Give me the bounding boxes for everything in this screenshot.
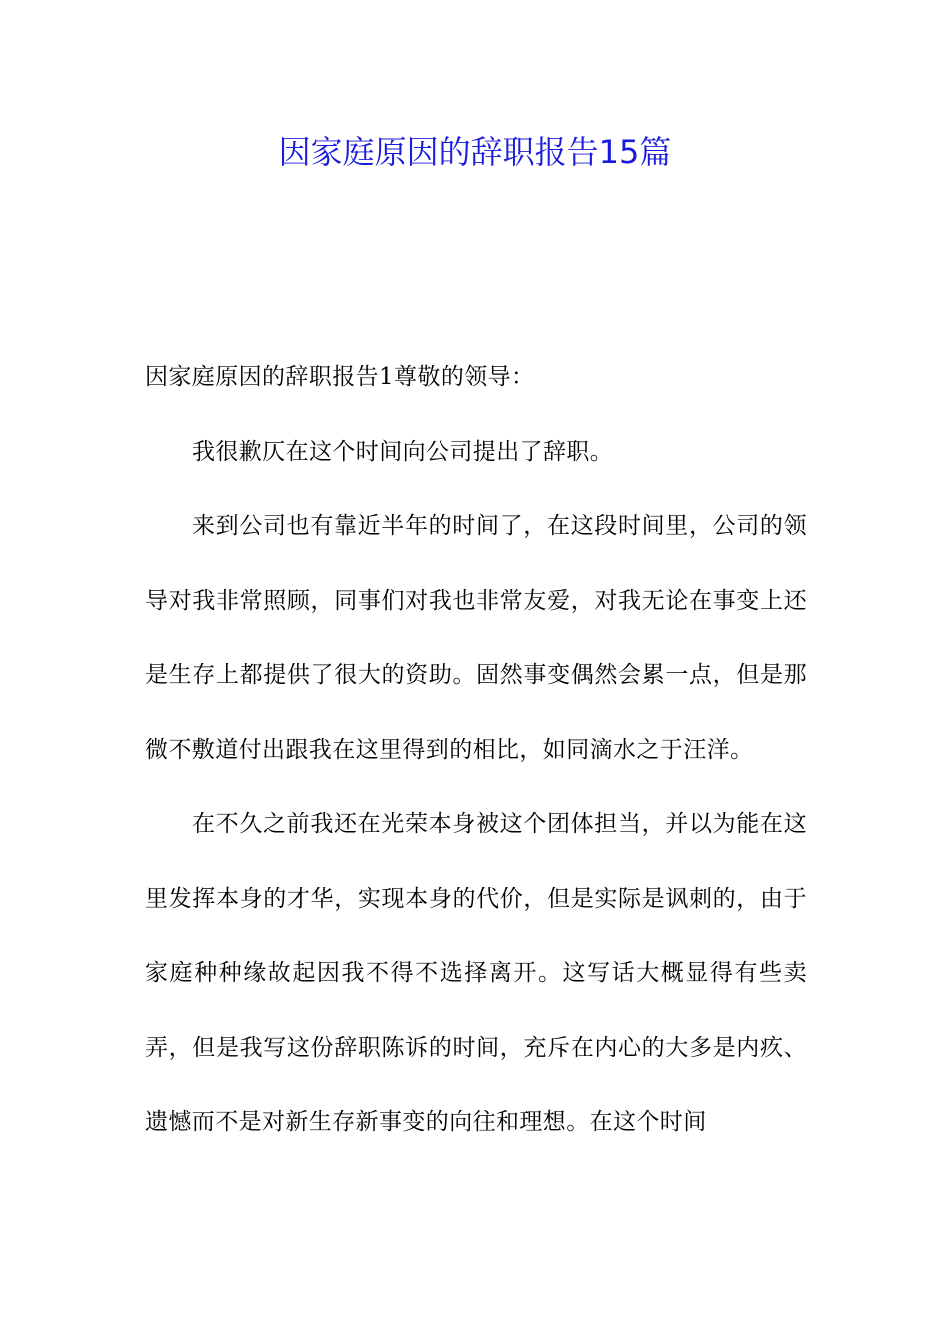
document-body — [145, 340, 807, 1160]
paragraph-gratitude: 来到公司也有靠近半年的时间了，在这段时间里，公司的领导对我非常照顾，同事们对我也非常友爱，对我无论在事变上还是生存上都提供了很大的资助。固然事变偶然会累一点，但是那微不敷道付出跟我在这里得到的相比，如同滴水之于汪洋。 — [145, 513, 807, 763]
document-title: 因家庭原因的辞职报告15篇 — [278, 133, 672, 171]
paragraph-salutation: 因家庭原因的辞职报告1尊敬的领导： — [145, 364, 535, 390]
paragraph-reason: 在不久之前我还在光荣本身被这个团体担当，并以为能在这里发挥本身的才华，实现本身的代价，但是实际是讽刺的，由于家庭种种缘故起因我不得不选择离开。这写话大概显得有些卖弄，但是我写这份辞职陈诉的时间，充斥在内心的大多是内疚、遗憾而不是对新生存新事变的向往和理想。在这个时间 — [145, 811, 807, 1135]
paragraph-apology: 我很歉仄在这个时间向公司提出了辞职。 — [192, 438, 614, 465]
